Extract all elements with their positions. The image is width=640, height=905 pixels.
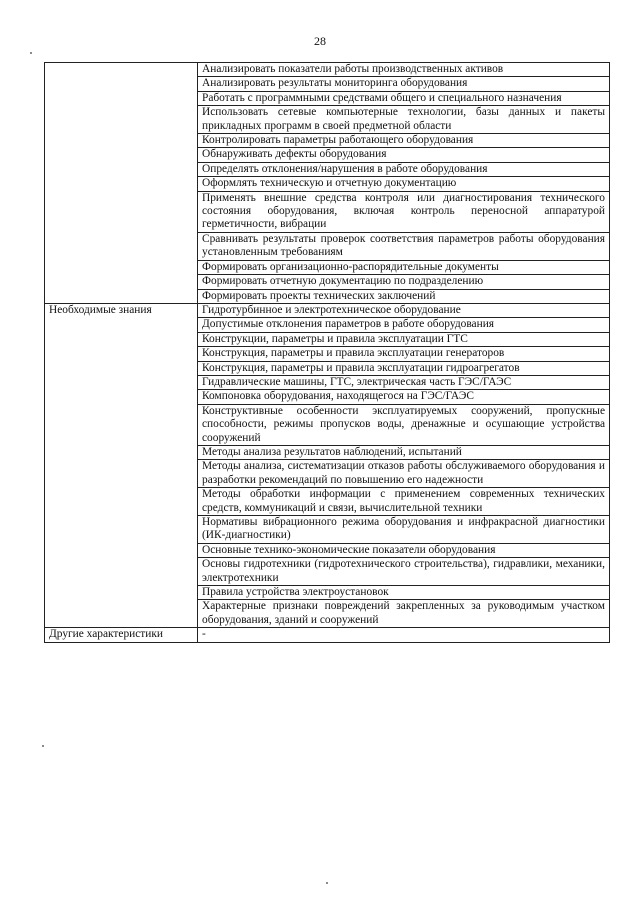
requirement-item: Компоновка оборудования, находящегося на ГЭС/ГАЭС (198, 390, 610, 404)
requirement-item: Оформлять техническую и отчетную документацию (198, 177, 610, 191)
requirement-item: Допустимые отклонения параметров в работе оборудования (198, 318, 610, 332)
table-row (45, 628, 610, 642)
requirement-item: Гидротурбинное и электротехническое оборудование (198, 303, 610, 317)
requirement-item: Контролировать параметры работающего оборудования (198, 134, 610, 148)
requirement-item: Анализировать результаты мониторинга оборудования (198, 77, 610, 91)
scan-speck (30, 52, 32, 54)
requirement-item: Правила устройства электроустановок (198, 586, 610, 600)
table-row (45, 303, 610, 317)
requirement-item: Нормативы вибрационного режима оборудования и инфракрасной диагностики (ИК-диагностики) (198, 516, 610, 544)
requirement-item: Методы анализа, систематизации отказов работы обслуживаемого оборудования и разработки рекомендаций по повышению его надежности (198, 460, 610, 488)
table-row (45, 63, 610, 77)
requirement-item: Основные технико-экономические показатели оборудования (198, 543, 610, 557)
requirement-item: - (198, 628, 610, 642)
requirement-item: Формировать организационно-распорядительные документы (198, 260, 610, 274)
requirement-item: Гидравлические машины, ГТС, электрическая часть ГЭС/ГАЭС (198, 375, 610, 389)
requirement-item: Использовать сетевые компьютерные технологии, базы данных и пакеты прикладных программ в своей предметной области (198, 106, 610, 134)
row-group-label: Другие характеристики (45, 628, 198, 642)
requirement-item: Формировать проекты технических заключений (198, 289, 610, 303)
requirement-item: Конструкция, параметры и правила эксплуатации гидроагрегатов (198, 361, 610, 375)
requirement-item: Обнаруживать дефекты оборудования (198, 148, 610, 162)
row-group-label: Необходимые знания (45, 303, 198, 627)
requirements-table (44, 62, 610, 643)
requirement-item: Сравнивать результаты проверок соответствия параметров работы оборудования установленным требованиям (198, 232, 610, 260)
requirement-item: Работать с программными средствами общего и специального назначения (198, 91, 610, 105)
page-number: 28 (314, 34, 326, 48)
requirement-item: Конструкция, параметры и правила эксплуатации генераторов (198, 347, 610, 361)
scan-speck (326, 882, 328, 884)
requirement-item: Анализировать показатели работы производственных активов (198, 63, 610, 77)
requirement-item: Формировать отчетную документацию по подразделению (198, 275, 610, 289)
requirement-item: Определять отклонения/нарушения в работе оборудования (198, 162, 610, 176)
scan-speck (42, 745, 44, 747)
requirement-item: Применять внешние средства контроля или диагностирования технического состояния оборудования, включая контроль переносной аппаратурой герметичности, вибрации (198, 191, 610, 232)
requirement-item: Конструкции, параметры и правила эксплуатации ГТС (198, 332, 610, 346)
requirement-item: Конструктивные особенности эксплуатируемых сооружений, пропускные способности, режимы пропусков воды, дренажные и осушающие устройства сооружений (198, 404, 610, 445)
requirement-item: Характерные признаки повреждений закрепленных за руководимым участком оборудования, зданий и сооружений (198, 600, 610, 628)
requirement-item: Методы обработки информации с применением современных технических средств, коммуникаций и связи, вычислительной техники (198, 488, 610, 516)
row-group-label (45, 63, 198, 304)
requirement-item: Основы гидротехники (гидротехнического строительства), гидравлики, механики, электротехники (198, 558, 610, 586)
requirement-item: Методы анализа результатов наблюдений, испытаний (198, 445, 610, 459)
